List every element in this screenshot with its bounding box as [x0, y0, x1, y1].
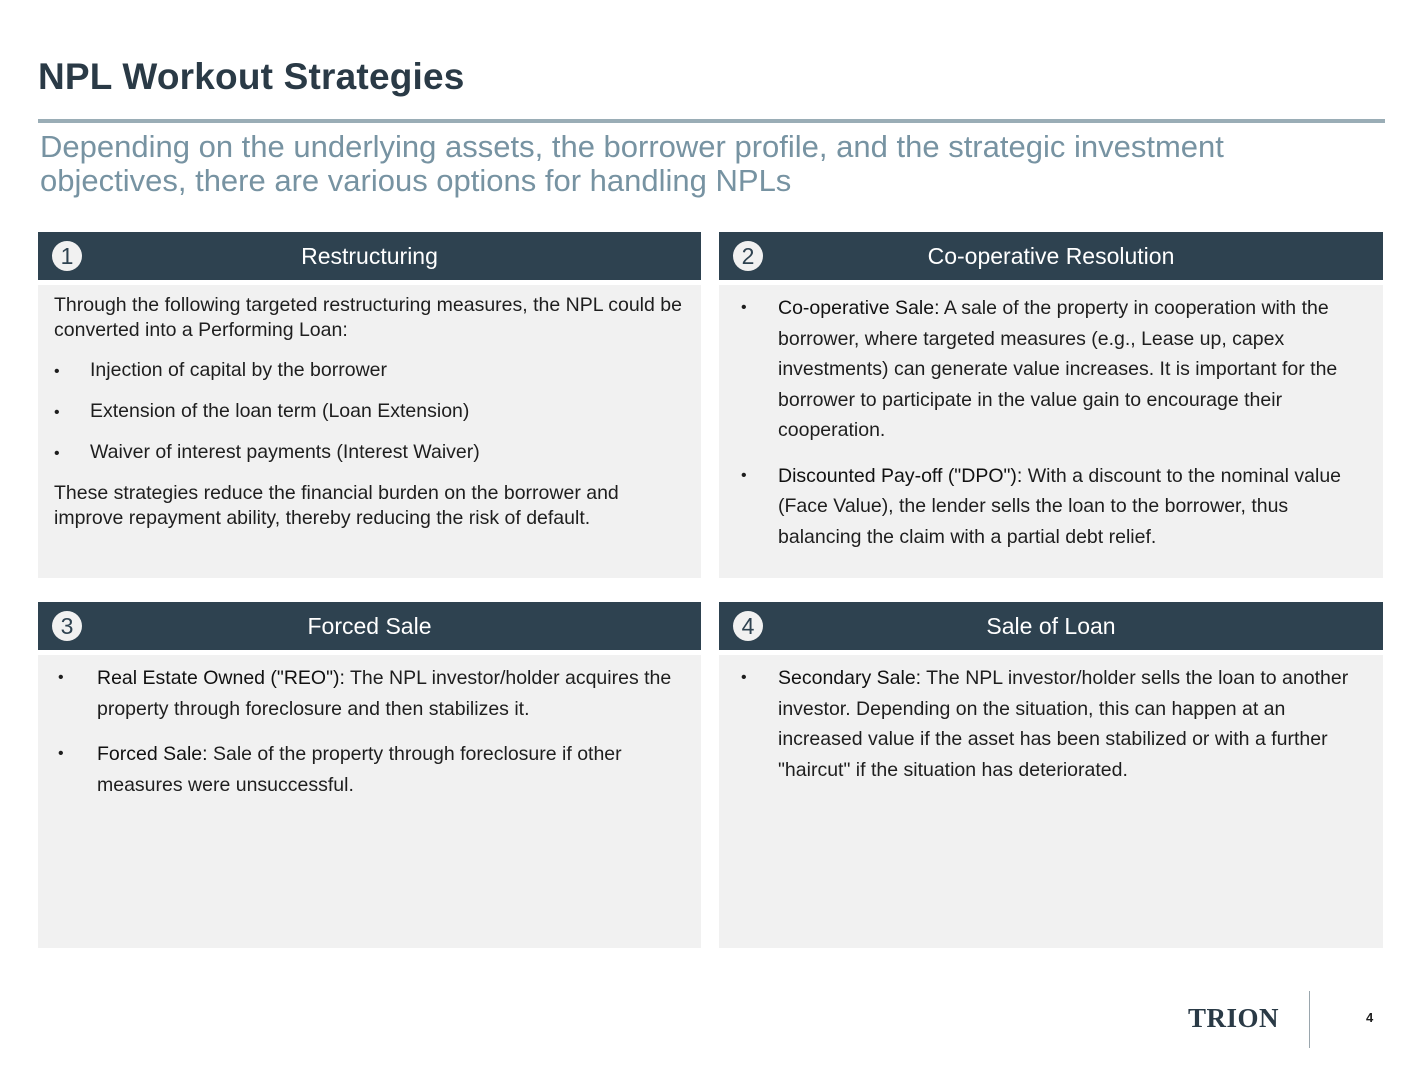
trion-logo: TRION	[1188, 1003, 1280, 1033]
item-text: Sale of the property through foreclosure if other measures were unsuccessful.	[97, 743, 622, 796]
panel-body	[719, 655, 1383, 948]
item-text: With a discount to the nominal value (Face Value), the lender sells the loan to the borrower, thus balancing the claim with a partial debt relief.	[778, 464, 1342, 548]
panel-header	[719, 602, 1383, 650]
item-term: Real Estate Owned ("REO"):	[97, 667, 345, 689]
item-text: The NPL investor/holder acquires the property through foreclosure and then stabilizes it.	[97, 667, 672, 720]
panel-header	[38, 232, 701, 280]
list-item	[741, 293, 1361, 446]
panel-header	[719, 232, 1383, 280]
bullet-list	[741, 663, 1361, 785]
panel-title: Co-operative Resolution	[927, 243, 1175, 269]
bullet-list	[54, 358, 685, 465]
step-number-badge: 1	[52, 241, 82, 271]
panel-intro: Through the following targeted restructuring measures, the NPL could be converted into a Performing Loan:	[54, 294, 682, 341]
list-item	[58, 739, 681, 800]
list-item	[741, 461, 1361, 553]
panel-restructuring	[38, 232, 701, 578]
panel-body	[719, 285, 1383, 578]
list-item: • Waiver of interest payments (Interest Waiver)	[54, 440, 685, 465]
panel-title: Forced Sale	[307, 613, 432, 639]
panel-sale-of-loan	[719, 602, 1383, 948]
panel-body	[38, 655, 701, 948]
panel-cooperative-resolution	[719, 232, 1383, 578]
bullet-list	[741, 293, 1361, 552]
list-item	[58, 663, 681, 724]
step-number-badge: 4	[733, 611, 763, 641]
step-number-badge: 3	[52, 611, 82, 641]
panel-header	[38, 602, 701, 650]
item-text: The NPL investor/holder sells the loan to another investor. Depending on the situation, this can happen at an increased value if the asset has been stabilized or with a further "haircut" if the situation has deteriorated.	[778, 667, 1349, 781]
item-term: Discounted Pay-off ("DPO"):	[778, 464, 1023, 487]
footer-divider	[1309, 991, 1310, 1048]
panel-forced-sale	[38, 602, 701, 948]
step-number-badge: 2	[733, 241, 763, 271]
title-divider	[38, 119, 1385, 123]
panel-title: Restructuring	[301, 243, 438, 269]
item-term: Secondary Sale:	[778, 667, 922, 689]
panel-outro: These strategies reduce the financial burden on the borrower and improve repayment ability, thereby reducing the risk of default.	[54, 482, 619, 529]
page-subtitle: Depending on the underlying assets, the borrower profile, and the strategic investment objectives, there are various options for handling NPLs	[40, 129, 1224, 198]
item-term: Forced Sale:	[97, 743, 208, 765]
bullet-list	[58, 663, 681, 800]
panel-title: Sale of Loan	[986, 613, 1116, 639]
list-item: • Injection of capital by the borrower	[54, 358, 685, 383]
list-item	[741, 663, 1361, 785]
page-title: NPL Workout Strategies	[38, 56, 465, 97]
page-number: 4	[1366, 1010, 1374, 1025]
panel-body	[38, 285, 701, 578]
item-term: Co-operative Sale:	[778, 297, 940, 319]
item-text: A sale of the property in cooperation with the borrower, where targeted measures (e.g., Lease up, capex investments) can generate value increases. It is important for the borrower to participate in the value gain to encourage their cooperation.	[778, 297, 1338, 441]
list-item: • Extension of the loan term (Loan Extension)	[54, 399, 685, 424]
